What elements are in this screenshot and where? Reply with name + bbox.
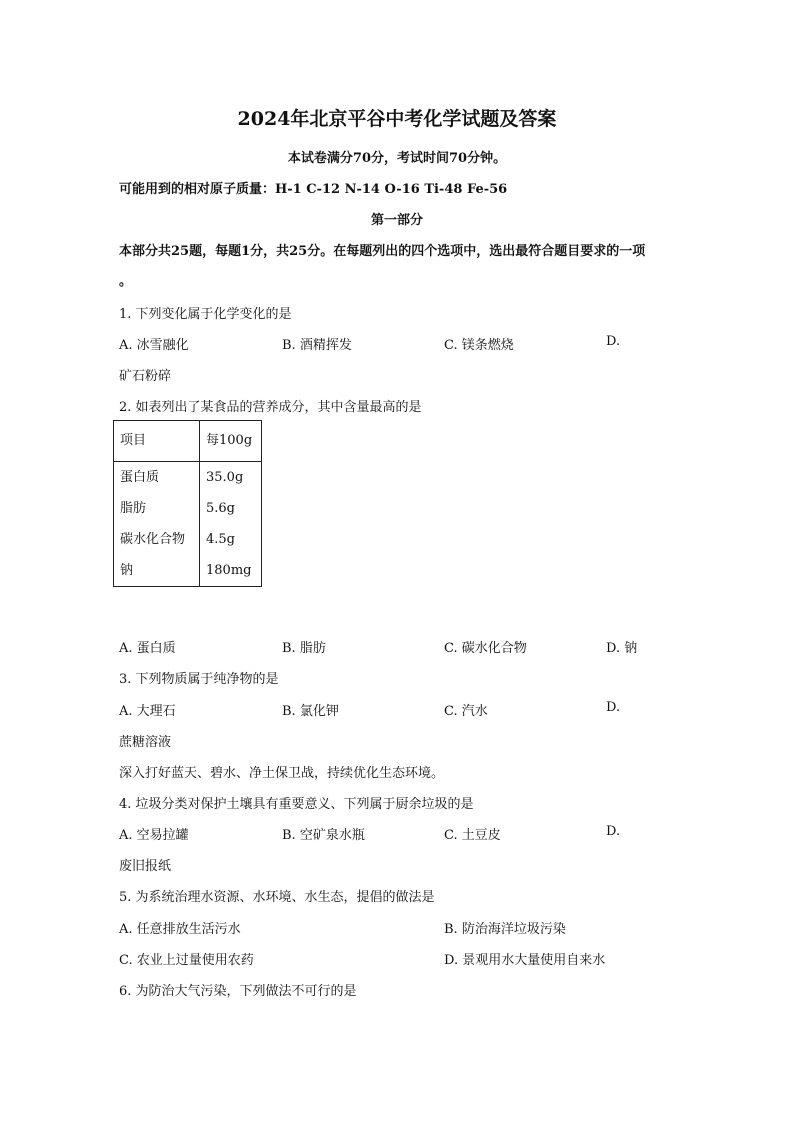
question-1-option-d: D. [606,334,621,349]
question-4-option-d-text: 废旧报纸 [119,859,172,874]
question-4-option-c: C. 土豆皮 [444,828,501,843]
table-header-per100g: 每100g [206,433,253,448]
table-value-carbohydrate: 4.5g [206,532,235,547]
section-title: 第一部分 [370,213,423,228]
question-2-stem: 2. 如表列出了某食品的营养成分，其中含量最高的是 [119,400,422,415]
question-4-stem: 4. 垃圾分类对保护土壤具有重要意义、下列属于厨余垃圾的是 [119,797,474,812]
question-3-option-c: C. 汽水 [444,704,488,719]
question-3-stem: 3. 下列物质属于纯净物的是 [119,672,279,687]
question-4-option-d: D. [606,824,621,839]
question-3-option-a: A. 大理石 [119,704,176,719]
question-5-option-c: C. 农业上过量使用农药 [119,953,254,968]
question-6-stem: 6. 为防治大气污染，下列做法不可行的是 [119,984,357,999]
table-header-row [114,421,262,462]
atomic-masses: 可能用到的相对原子质量：H-1 C-12 N-14 O-16 Ti-48 Fe-56 [119,182,508,197]
table-cell-carbohydrate: 碳水化合物 [120,532,186,547]
table-row [114,462,262,587]
question-1-option-d-text: 矿石粉碎 [119,369,172,384]
exam-info: 本试卷满分70分，考试时间70分钟。 [287,151,507,166]
table-header-item: 项目 [120,433,147,448]
nutrition-table [113,420,262,587]
question-1-option-b: B. 酒精挥发 [282,338,352,353]
table-value-sodium: 180mg [206,563,252,578]
question-5-option-d: D. 景观用水大量使用自来水 [444,953,606,968]
question-5-option-b: B. 防治海洋垃圾污染 [444,922,566,937]
page-title: 2024年北京平谷中考化学试题及答案 [237,108,557,130]
table-value-protein: 35.0g [206,470,244,485]
question-2-option-a: A. 蛋白质 [119,641,176,656]
question-3-option-d-text: 蔗糖溶液 [119,735,172,750]
question-1-option-c: C. 镁条燃烧 [444,338,514,353]
question-5-option-a: A. 任意排放生活污水 [119,922,241,937]
question-2-option-c: C. 碳水化合物 [444,641,527,656]
section-instructions: 本部分共25题，每题1分，共25分。在每题列出的四个选项中，选出最符合题目要求的一项 [119,244,646,259]
question-4-option-b: B. 空矿泉水瓶 [282,828,365,843]
context-paragraph: 深入打好蓝天、碧水、净土保卫战，持续优化生态环境。 [119,766,445,781]
table-cell-sodium: 钠 [120,563,134,578]
table-cell-fat: 脂肪 [120,501,147,516]
question-3-option-d: D. [606,700,621,715]
question-1-option-a: A. 冰雪融化 [119,338,189,353]
question-4-option-a: A. 空易拉罐 [119,828,189,843]
section-instructions-end: 。 [119,274,133,289]
question-1-stem: 1. 下列变化属于化学变化的是 [119,307,292,322]
question-2-option-b: B. 脂肪 [282,641,326,656]
question-5-stem: 5. 为系统治理水资源、水环境、水生态，提倡的做法是 [119,890,435,905]
question-2-option-d: D. 钠 [606,641,638,656]
question-3-option-b: B. 氯化钾 [282,704,339,719]
table-cell-protein: 蛋白质 [120,470,160,485]
table-value-fat: 5.6g [206,501,235,516]
